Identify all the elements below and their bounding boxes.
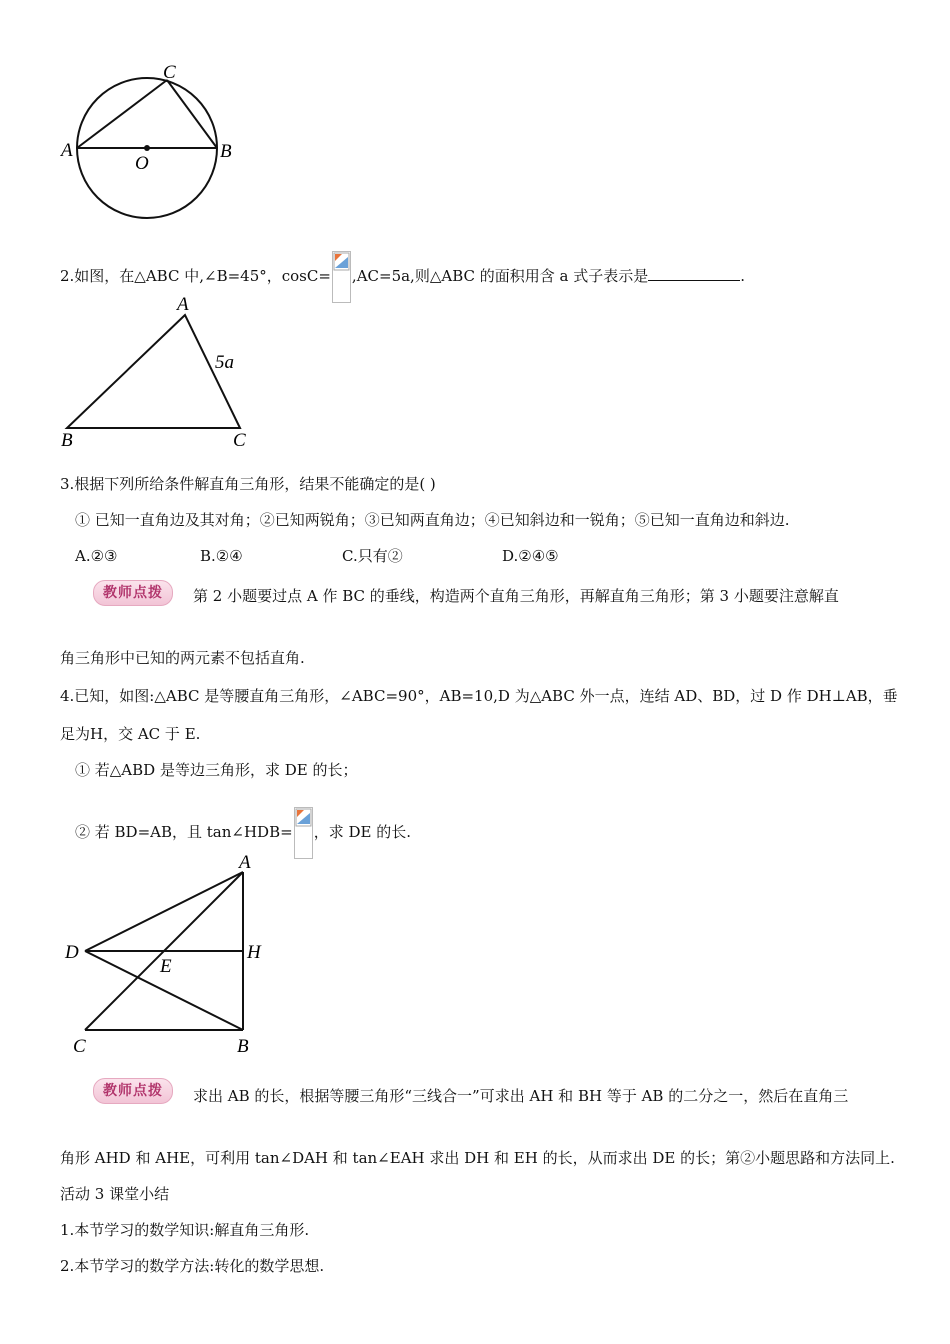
label-c: C <box>233 430 246 451</box>
q4-sub2-b: ，求 DE 的长. <box>313 823 411 841</box>
segment-da <box>85 872 243 951</box>
chord-ac <box>77 80 167 148</box>
question-4-line1: 4.已知，如图:△ABC 是等腰直角三角形，∠ABC=90°，AB=10,D 为△ABC 外一点，连结 AD、BD，过 D 作 DH⊥AB，垂 <box>60 687 898 705</box>
label-e: E <box>160 956 172 977</box>
broken-fraction-image <box>332 251 351 303</box>
option-a: A.②③ <box>75 547 118 565</box>
label-a: A <box>239 852 251 873</box>
figure-triangle-abc <box>55 290 270 455</box>
summary-title: 活动 3 课堂小结 <box>60 1185 170 1203</box>
label-side-5a: 5a <box>215 352 234 373</box>
summary-item-2: 2.本节学习的数学方法:转化的数学思想. <box>60 1257 325 1275</box>
option-c: C.只有② <box>342 547 403 565</box>
label-c: C <box>163 62 176 83</box>
teacher-tip-1-line1: 第 2 小题要过点 A 作 BC 的垂线，构造两个直角三角形，再解直角三角形；第 3 小题要注意解直 <box>193 587 839 605</box>
label-a: A <box>177 294 189 315</box>
broken-fraction-image <box>294 807 313 859</box>
option-d: D.②④⑤ <box>502 547 559 565</box>
q2-text-b: ,AC=5a,则△ABC 的面积用含 a 式子表示是 <box>351 267 649 285</box>
teacher-tip-badge: 教师点拨 <box>93 580 173 606</box>
label-h: H <box>247 942 261 963</box>
question-4-line2: 足为H，交 AC 于 E. <box>60 725 201 743</box>
label-b: B <box>61 430 73 451</box>
question-4-sub1: ① 若△ABD 是等边三角形，求 DE 的长； <box>75 761 358 779</box>
summary-item-1: 1.本节学习的数学知识:解直角三角形. <box>60 1221 310 1239</box>
label-b: B <box>237 1036 249 1057</box>
question-3-options <box>75 545 559 567</box>
option-b: B.②④ <box>200 547 243 565</box>
teacher-tip-badge: 教师点拨 <box>93 1078 173 1104</box>
label-o: O <box>135 153 149 174</box>
teacher-tip-2-line2: 角形 AHD 和 AHE，可利用 tan∠DAH 和 tan∠EAH 求出 DH 和 EH 的长，从而求出 DE 的长；第②小题思路和方法同上. <box>60 1149 895 1167</box>
chord-cb <box>167 80 217 148</box>
teacher-tip-1-line2: 角三角形中已知的两元素不包括直角. <box>60 649 305 667</box>
q4-sub2-a: ② 若 BD=AB，且 tan∠HDB= <box>75 823 293 841</box>
figure-quadrilateral-adbc <box>55 850 285 1060</box>
answer-blank <box>648 266 740 281</box>
q2-text-a: 2.如图，在△ABC 中,∠B=45°，cosC= <box>60 267 331 285</box>
label-d: D <box>65 942 79 963</box>
teacher-tip-2-line1: 求出 AB 的长，根据等腰三角形“三线合一”可求出 AH 和 BH 等于 AB 的二分之一，然后在直角三 <box>193 1087 849 1105</box>
question-3-stem: 3.根据下列所给条件解直角三角形，结果不能确定的是( ) <box>60 475 436 493</box>
center-point <box>144 145 150 151</box>
label-a: A <box>61 140 73 161</box>
figure-circle-triangle <box>55 60 255 235</box>
question-3-conditions: ① 已知一直角边及其对角；②已知两锐角；③已知两直角边；④已知斜边和一锐角；⑤已知一直角边和斜边. <box>75 511 790 529</box>
label-b: B <box>220 141 232 162</box>
q2-text-c: . <box>740 267 745 285</box>
label-c: C <box>73 1036 86 1057</box>
